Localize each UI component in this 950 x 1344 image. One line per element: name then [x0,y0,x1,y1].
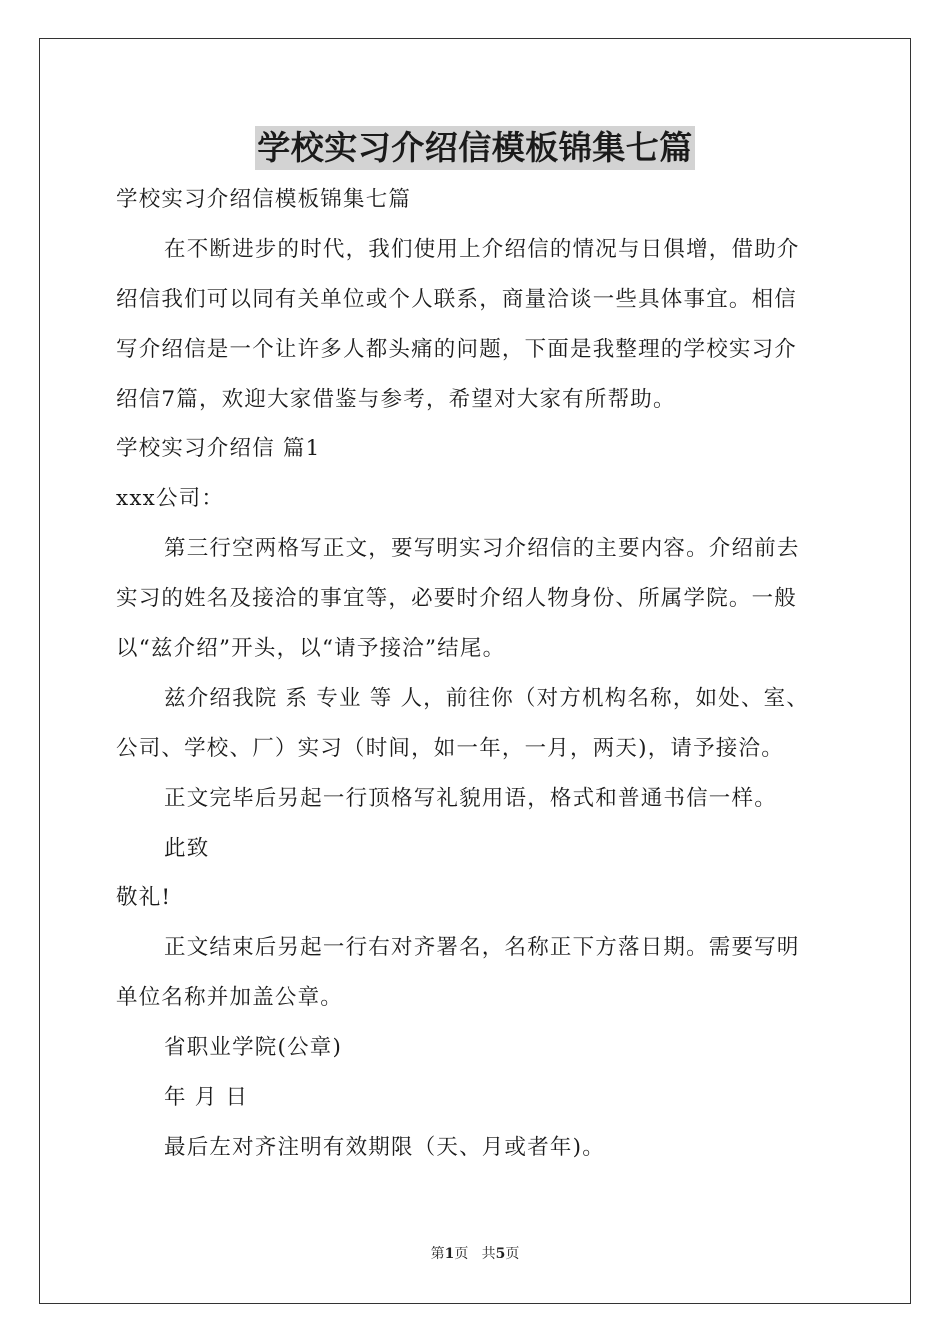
body-line: 在不断进步的时代，我们使用上介绍信的情况与日俱增，借助介 [164,236,800,262]
body-line: 正文完毕后另起一行顶格写礼貌用语，格式和普通书信一样。 [164,785,777,811]
body-line: 最后左对齐注明有效期限（天、月或者年)。 [164,1134,605,1160]
body-line: 兹介绍我院 系 专业 等 人，前往你（对方机构名称，如处、室、 [164,685,810,711]
body-line: 绍信7篇，欢迎大家借鉴与参考，希望对大家有所帮助。 [116,386,676,412]
page-footer [0,1244,950,1264]
body-line: 正文结束后另起一行右对齐署名，名称正下方落日期。需要写明 [164,935,800,961]
document-body [116,175,856,1173]
total-label-prefix: 共 [481,1246,496,1262]
total-label-suffix: 页 [505,1246,520,1262]
body-line: 省职业学院(公章) [164,1035,343,1061]
page-label-prefix: 第 [430,1246,445,1262]
body-line: 以“兹介绍”开头，以“请予接洽”结尾。 [116,636,506,662]
document-title: 学校实习介绍信模板锦集七篇 [255,126,695,170]
body-line: 学校实习介绍信 篇1 [116,436,321,462]
body-line: 此致 [164,835,210,861]
body-line: 实习的姓名及接洽的事宜等，必要时介绍人物身份、所属学院。一般 [116,586,798,612]
page-label-suffix: 页 [454,1246,469,1262]
body-line: 敬礼! [116,885,172,911]
body-line: xxx公司： [116,486,225,512]
current-page-number: 1 [444,1246,455,1262]
title-container [0,126,950,170]
body-line: 年 月 日 [164,1085,249,1111]
body-line: 公司、学校、厂）实习（时间，如一年，一月，两天)，请予接洽。 [116,735,784,761]
body-line: 第三行空两格写正文，要写明实习介绍信的主要内容。介绍前去 [164,536,800,562]
body-line: 学校实习介绍信模板锦集七篇 [116,187,412,212]
body-line: 写介绍信是一个让许多人都头痛的问题，下面是我整理的学校实习介 [116,336,798,362]
body-line: 单位名称并加盖公章。 [116,985,344,1011]
total-page-count: 5 [495,1246,506,1262]
body-line: 绍信我们可以同有关单位或个人联系，商量洽谈一些具体事宜。相信 [116,286,798,312]
